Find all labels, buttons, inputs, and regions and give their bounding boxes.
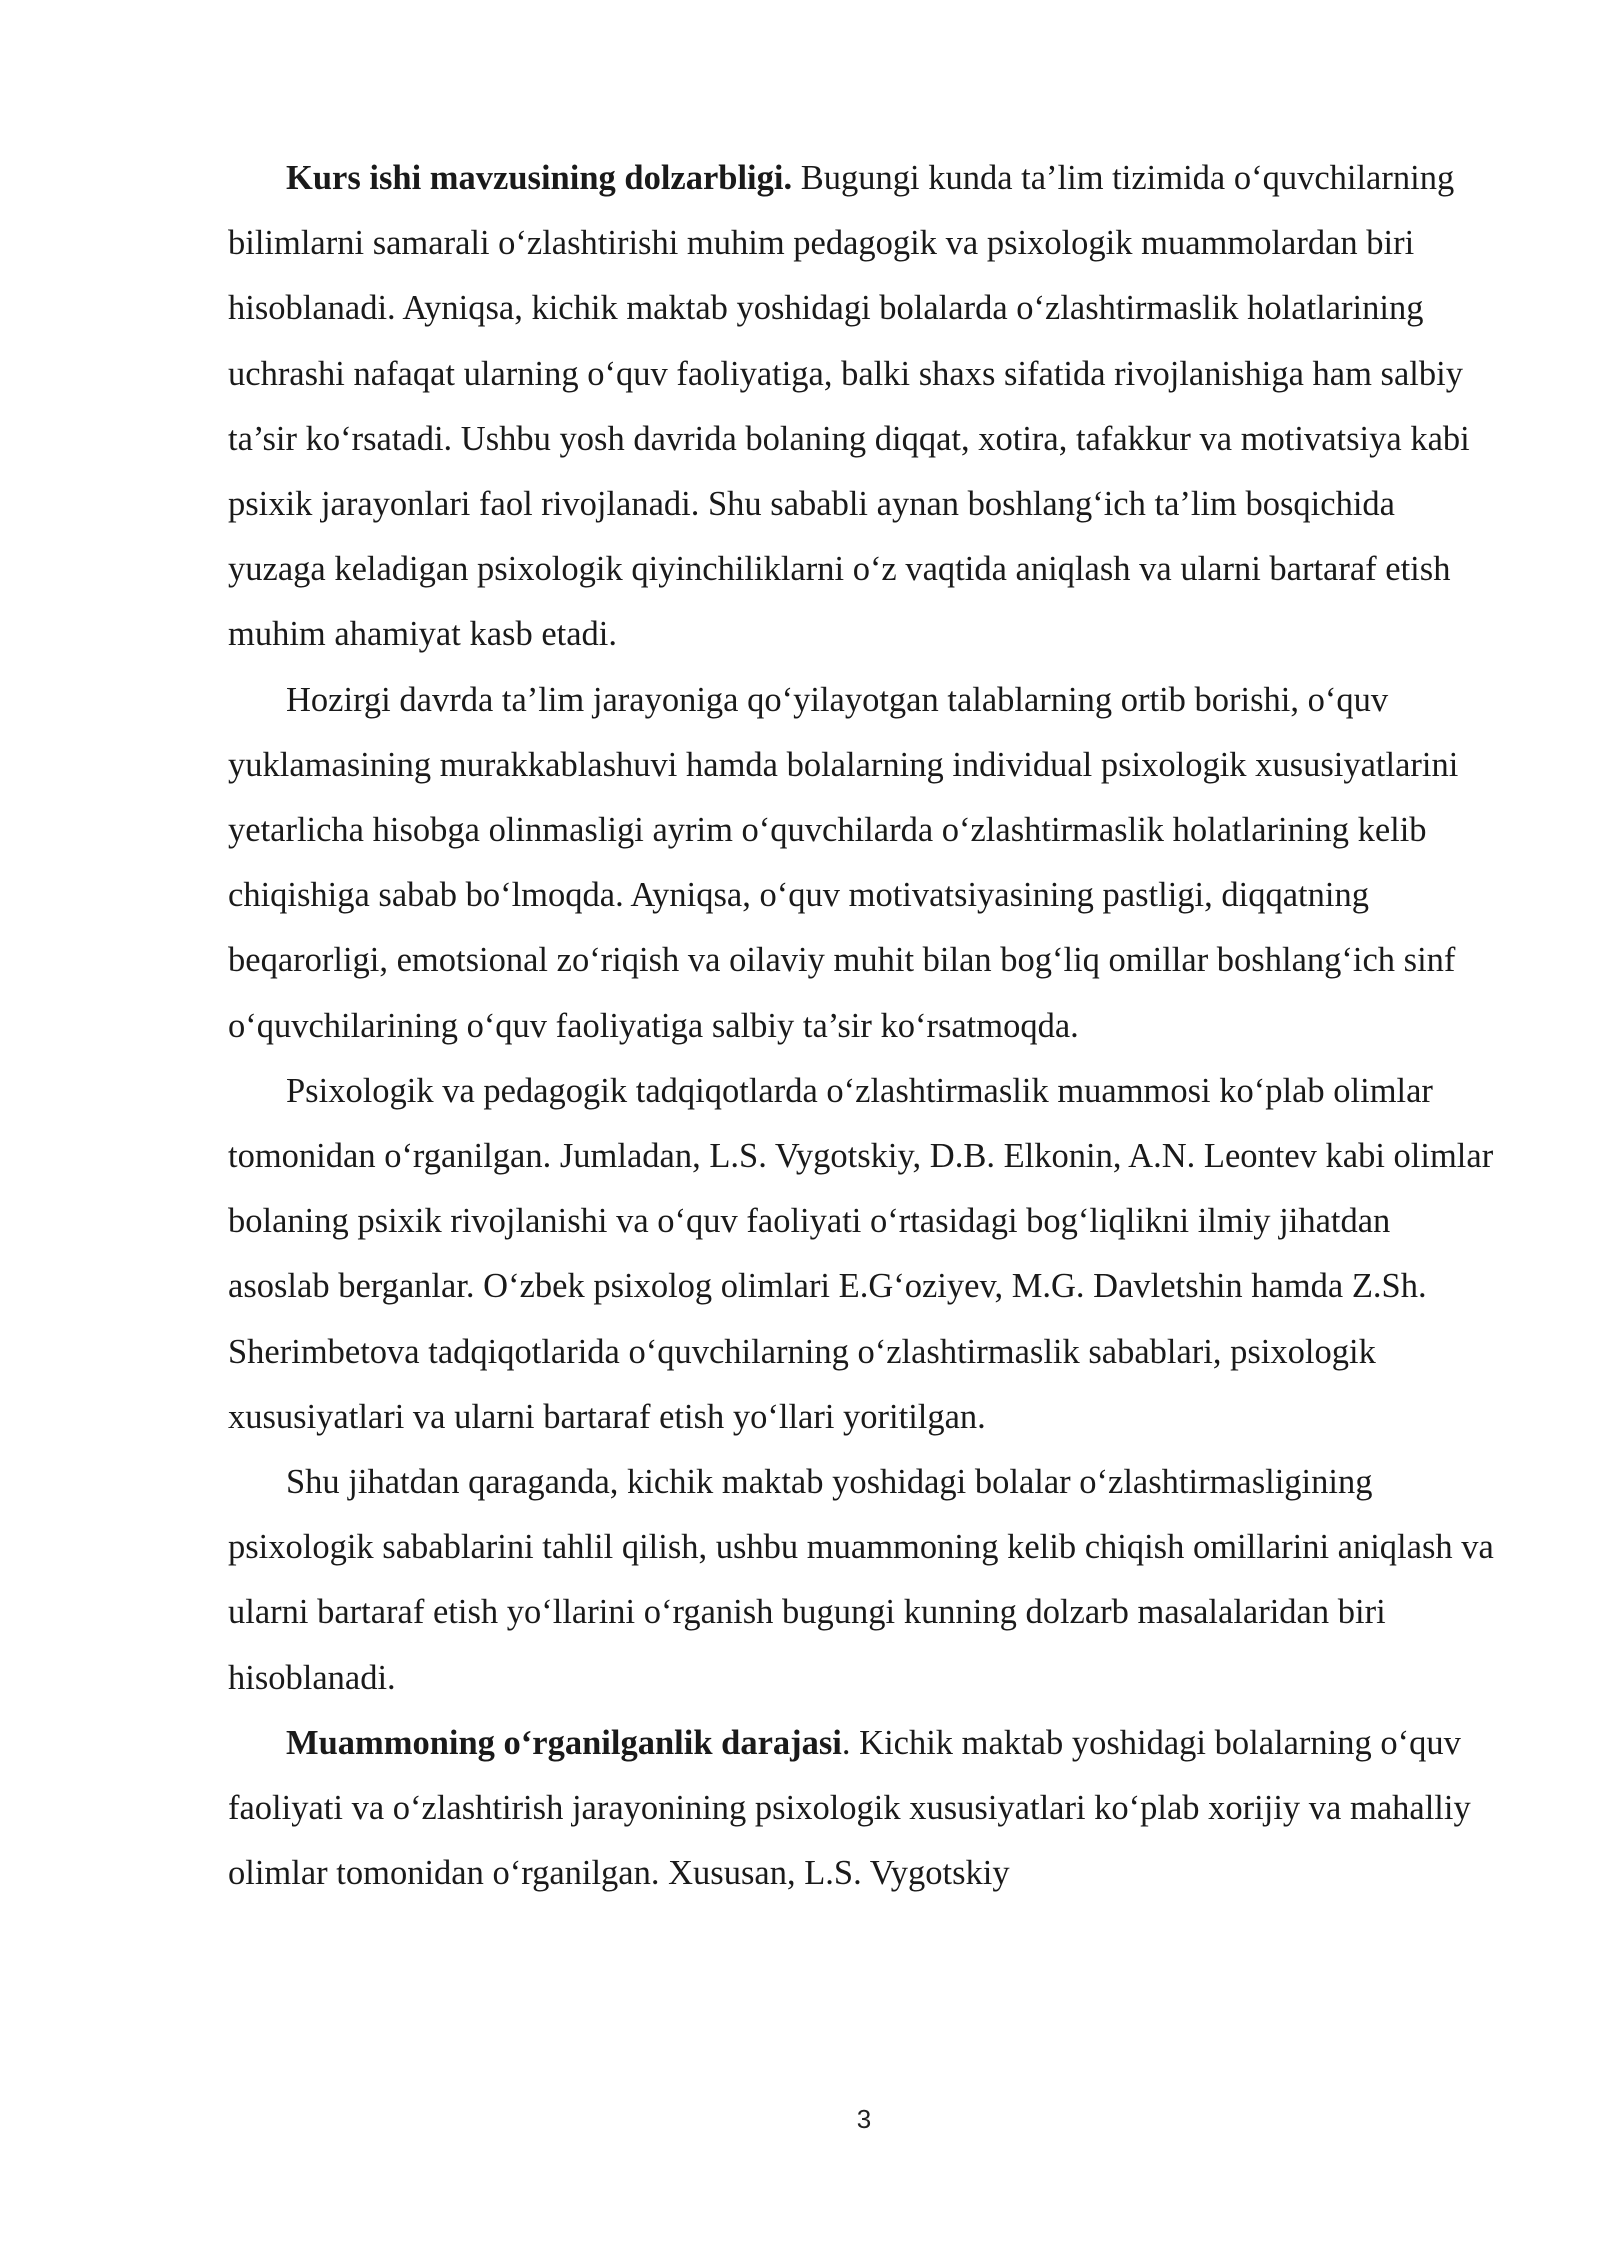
document-body [228,146,1494,1906]
heading-relevance: Kurs ishi mavzusining dolzarbligi. [286,159,793,197]
page-number: 3 [856,2104,872,2134]
paragraph-study-level [228,1711,1494,1907]
paragraph-conclusion [228,1450,1494,1711]
paragraph-text: Hozirgi davrda ta’lim jarayoniga qo‘yilayotgan talablarning ortib borishi, o‘quv yuklamasining murakkablashuvi hamda bolalarning individual psixologik xususiyatlarini yetarlicha hisobga olinmasligi ayrim o‘quvchilarda o‘zlashtirmaslik holatlarining kelib chiqishiga sabab bo‘lmoqda. Ayniqsa, o‘quv motivatsiyasining pastligi, diqqatning beqarorligi, emotsional zo‘riqish va oilaviy muhit bilan bog‘liq omillar boshlang‘ich sinf o‘quvchilarining o‘quv faoliyatiga salbiy ta’sir ko‘rsatmoqda. [228,680,1459,1045]
paragraph-current-requirements [228,668,1494,1059]
paragraph-text: Shu jihatdan qaraganda, kichik maktab yoshidagi bolalar o‘zlashtirmasligining psixologik sabablarini tahlil qilish, ushbu muammoning kelib chiqish omillarini aniqlash va ularni bartaraf etish yo‘llarini o‘rganish bugungi kunning dolzarb masalalaridan biri hisoblanadi. [228,1463,1494,1697]
heading-study-level: Muammoning o‘rganilganlik darajasi [286,1723,842,1762]
paragraph-relevance [228,146,1494,668]
paragraph-text: Bugungi kunda ta’lim tizimida o‘quvchilarning bilimlarni samarali o‘zlashtirishi muhim pedagogik va psixologik muammolardan biri hisoblanadi. Ayniqsa, kichik maktab yoshidagi bolalarda o‘zlashtirmaslik holatlarining uchrashi nafaqat ularning o‘quv faoliyatiga, balki shaxs sifatida rivojlanishiga ham salbiy ta’sir ko‘rsatadi. Ushbu yosh davrida bolaning diqqat, xotira, tafakkur va motivatsiya kabi psixik jarayonlari faol rivojlanadi. Shu sababli aynan boshlang‘ich ta’lim bosqichida yuzaga keladigan psixologik qiyinchiliklarni o‘z vaqtida aniqlash va ularni bartaraf etish muhim ahamiyat kasb etadi. [228,159,1470,654]
paragraph-text: . Kichik maktab yoshidagi bolalarning o‘quv faoliyati va o‘zlashtirish jarayonining psixologik xususiyatlari ko‘plab xorijiy va mahalliy olimlar tomonidan o‘rganilgan. Xususan, L.S. Vygotskiy [228,1723,1471,1893]
paragraph-text: Psixologik va pedagogik tadqiqotlarda o‘zlashtirmaslik muammosi ko‘plab olimlar tomonidan o‘rganilgan. Jumladan, L.S. Vygotskiy, D.B. Elkonin, A.N. Leontev kabi olimlar bolaning psixik rivojlanishi va o‘quv faoliyati o‘rtasidagi bog‘liqlikni ilmiy jihatdan asoslab berganlar. O‘zbek psixolog olimlari E.G‘oziyev, M.G. Davletshin hamda Z.Sh. Sherimbetova tadqiqotlarida o‘quvchilarning o‘zlashtirmaslik sabablari, psixologik xususiyatlari va ularni bartaraf etish yo‘llari yoritilgan. [228,1071,1494,1436]
paragraph-research-overview [228,1059,1494,1450]
